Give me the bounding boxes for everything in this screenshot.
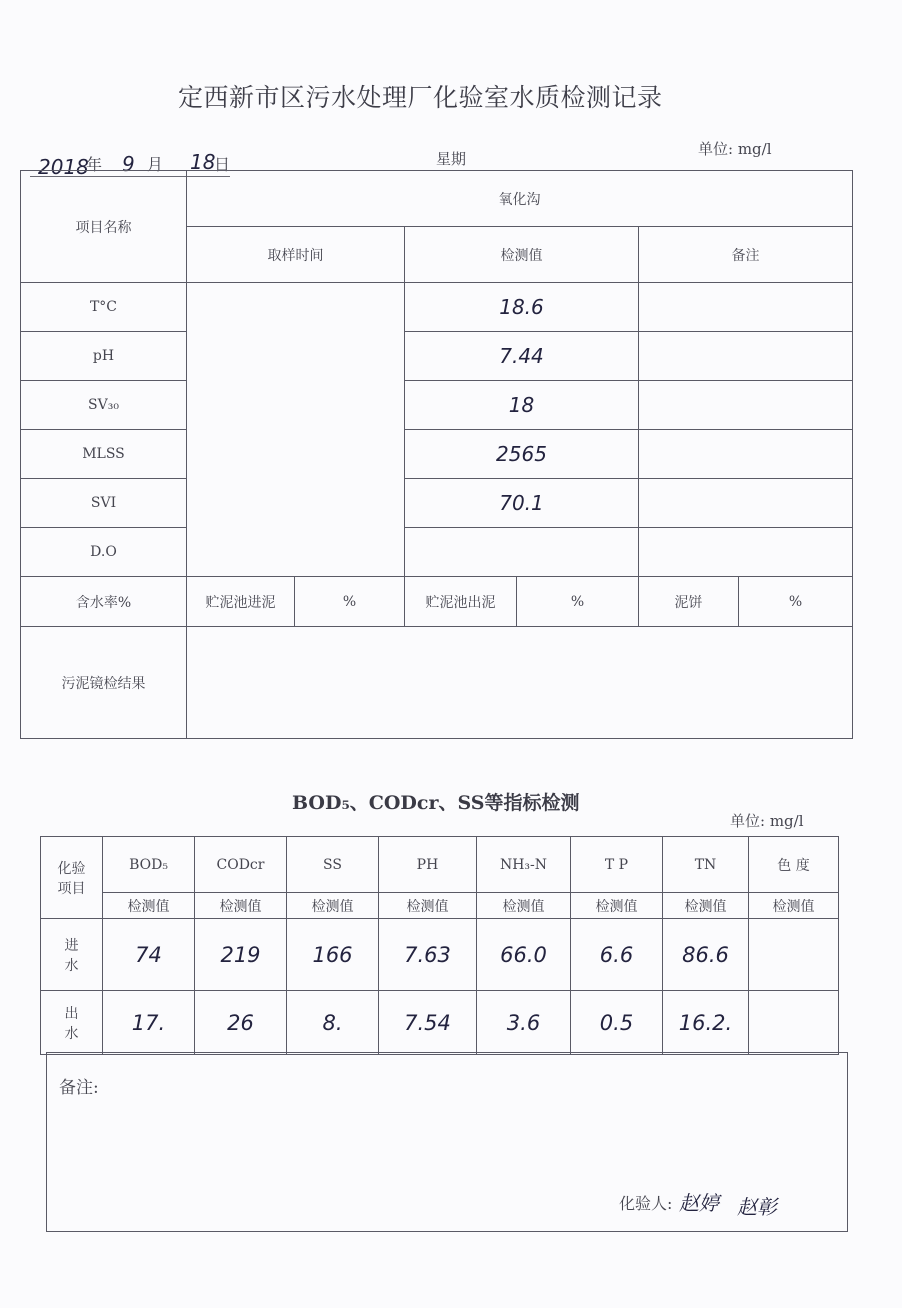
item-header (41, 837, 103, 919)
sample-time-cell (187, 283, 405, 577)
outflow-value: 16.2. (663, 991, 749, 1055)
measure-header: 检测值 (477, 893, 571, 919)
value-header: 检测值 (405, 227, 639, 283)
row-remark (639, 283, 853, 332)
page-title: 定西新市区污水处理厂化验室水质检测记录 (178, 83, 663, 112)
measure-header: 检测值 (195, 893, 287, 919)
inflow-value: 86.6 (663, 919, 749, 991)
measure-header: 检测值 (379, 893, 477, 919)
outflow-label-line2: 水 (64, 1025, 79, 1042)
oxidation-ditch-header: 氧化沟 (187, 171, 853, 227)
tester-label: 化验人: (619, 1194, 673, 1213)
outflow-value: 3.6 (477, 991, 571, 1055)
measure-header: 检测值 (103, 893, 195, 919)
row-remark (639, 528, 853, 577)
remark-header: 备注 (639, 227, 853, 283)
row-value: 70.1 (405, 479, 639, 528)
inflow-value (749, 919, 839, 991)
date-day: 18 (190, 150, 216, 174)
inflow-label-line2: 水 (64, 957, 79, 974)
unit-top: 单位: mg/l (698, 140, 772, 158)
col-header: TN (663, 837, 749, 893)
remarks-label: 备注: (59, 1078, 99, 1098)
item-header-line1: 化验 (57, 860, 86, 877)
outflow-value: 17. (103, 991, 195, 1055)
col-header: SS (287, 837, 379, 893)
col-header: CODcr (195, 837, 287, 893)
sludge-cake-label: 泥饼 (639, 577, 739, 627)
row-remark (639, 430, 853, 479)
indicator-table (40, 836, 839, 1055)
weekday-label: 星期 (436, 150, 467, 168)
outflow-label-line1: 出 (64, 1005, 79, 1022)
moisture-label: 含水率% (21, 577, 187, 627)
date-day-label: 日 (214, 155, 231, 174)
outflow-value (749, 991, 839, 1055)
row-value: 2565 (405, 430, 639, 479)
unit-bottom: 单位: mg/l (730, 812, 804, 830)
outflow-value: 26 (195, 991, 287, 1055)
inflow-value: 219 (195, 919, 287, 991)
date-month-label: 月 (147, 155, 164, 174)
col-header: 色 度 (749, 837, 839, 893)
sludge-in-percent: % (295, 577, 405, 627)
inflow-label (41, 919, 103, 991)
row-label: D.O (21, 528, 187, 577)
col-header: NH₃-N (477, 837, 571, 893)
measure-header: 检测值 (287, 893, 379, 919)
date-year-label: 年 (86, 155, 103, 174)
inflow-label-line1: 进 (64, 937, 79, 954)
col-header: PH (379, 837, 477, 893)
remarks-box (46, 1052, 848, 1232)
col-header: T P (571, 837, 663, 893)
row-value (405, 528, 639, 577)
sludge-cake-percent: % (739, 577, 853, 627)
sludge-out-percent: % (517, 577, 639, 627)
row-label: SV₃₀ (21, 381, 187, 430)
measure-header: 检测值 (749, 893, 839, 919)
sludge-out-label: 贮泥池出泥 (405, 577, 517, 627)
item-name-header: 项目名称 (21, 171, 187, 283)
outflow-label (41, 991, 103, 1055)
row-value: 18.6 (405, 283, 639, 332)
item-header-line2: 项目 (57, 880, 86, 897)
inflow-value: 166 (287, 919, 379, 991)
outflow-value: 0.5 (571, 991, 663, 1055)
row-label: MLSS (21, 430, 187, 479)
process-table (20, 170, 853, 739)
microscopy-result (187, 627, 853, 739)
outflow-value: 7.54 (379, 991, 477, 1055)
row-remark (639, 332, 853, 381)
row-remark (639, 381, 853, 430)
row-value: 18 (405, 381, 639, 430)
row-label: SVI (21, 479, 187, 528)
sample-time-header: 取样时间 (187, 227, 405, 283)
inflow-value: 66.0 (477, 919, 571, 991)
inflow-value: 7.63 (379, 919, 477, 991)
row-value: 7.44 (405, 332, 639, 381)
tester-signature-1: 赵婷 (679, 1191, 719, 1215)
outflow-value: 8. (287, 991, 379, 1055)
tester-signature-2: 赵彰 (737, 1195, 777, 1219)
col-header: BOD₅ (103, 837, 195, 893)
inflow-value: 74 (103, 919, 195, 991)
measure-header: 检测值 (571, 893, 663, 919)
inflow-value: 6.6 (571, 919, 663, 991)
date-year: 2018 (38, 155, 89, 179)
sludge-in-label: 贮泥池进泥 (187, 577, 295, 627)
microscopy-label: 污泥镜检结果 (21, 627, 187, 739)
date-month: 9 (122, 152, 135, 176)
row-remark (639, 479, 853, 528)
section-title: BOD₅、CODcr、SS等指标检测 (292, 792, 580, 814)
row-label: T°C (21, 283, 187, 332)
row-label: pH (21, 332, 187, 381)
measure-header: 检测值 (663, 893, 749, 919)
